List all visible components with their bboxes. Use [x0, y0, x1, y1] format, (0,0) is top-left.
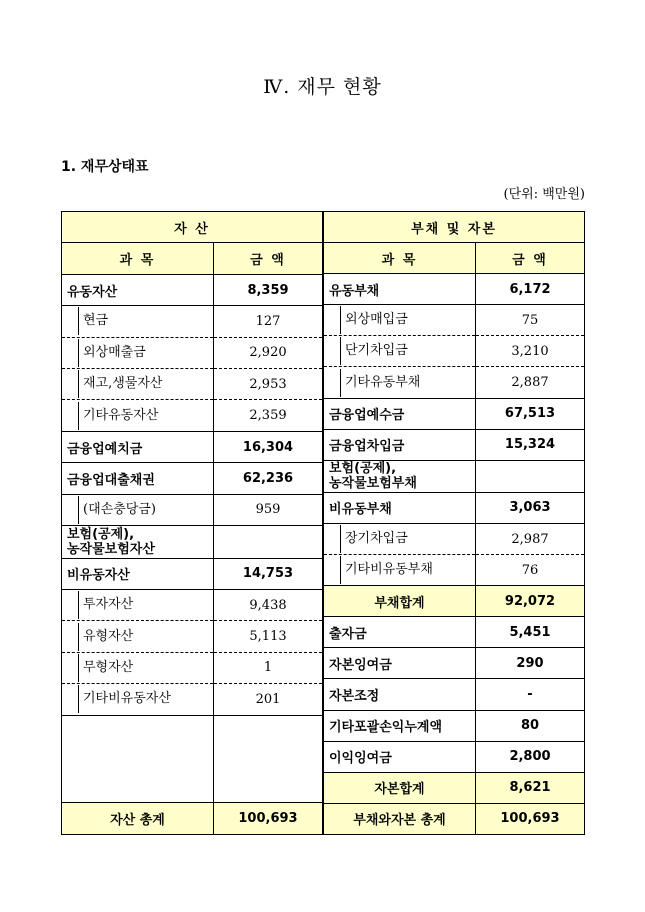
table-row — [62, 306, 323, 337]
row-amount: 76 — [476, 555, 585, 586]
table-row — [324, 274, 585, 305]
table-row — [324, 586, 585, 617]
row-item-text: 투자자산 — [78, 591, 213, 619]
column-header-item: 과 목 — [62, 243, 214, 274]
row-amount: 2,953 — [214, 369, 323, 400]
row-amount: - — [476, 679, 585, 710]
table-row — [324, 617, 585, 648]
row-item-text: 현금 — [78, 307, 213, 335]
row-item-label: 자본조정 — [324, 679, 476, 710]
row-amount: 959 — [214, 494, 323, 525]
row-item-text: 외상매입금 — [340, 306, 475, 334]
row-item-label: 비유동부채 — [324, 492, 476, 523]
page-title: Ⅳ. 재무 현황 — [263, 76, 382, 98]
table-row — [62, 589, 323, 620]
row-item-text: 기타유동자산 — [78, 402, 213, 430]
row-item-text: 유형자산 — [78, 623, 213, 651]
table-row — [324, 305, 585, 336]
assets-total-amount: 100,693 — [214, 803, 323, 835]
column-header-amount: 금 액 — [214, 243, 323, 274]
row-amount: 67,513 — [476, 398, 585, 429]
table-row — [324, 679, 585, 710]
table-row — [324, 772, 585, 803]
row-item-text: 기타비유동부채 — [340, 556, 475, 584]
row-amount: 2,987 — [476, 523, 585, 554]
table-row — [62, 558, 323, 589]
row-amount: 201 — [214, 684, 323, 715]
row-item-label — [62, 684, 214, 715]
table-row — [324, 492, 585, 523]
row-item-label — [62, 494, 214, 525]
table-row — [62, 526, 323, 558]
row-item-text: 무형자산 — [78, 654, 213, 682]
table-row — [324, 460, 585, 492]
table-row — [62, 652, 323, 683]
row-amount: 75 — [476, 305, 585, 336]
empty-cell — [62, 715, 214, 803]
row-amount: 127 — [214, 306, 323, 337]
table-row — [324, 555, 585, 586]
row-item-label: 금융업차입금 — [324, 429, 476, 460]
row-item-text: 기타비유동자산 — [78, 685, 213, 713]
row-item-label — [62, 400, 214, 431]
row-amount — [214, 526, 323, 558]
row-item-label — [62, 337, 214, 368]
row-item-label: 자본합계 — [324, 772, 476, 803]
liabilities-total-label: 부채와자본 총계 — [324, 803, 476, 834]
row-item-label — [62, 621, 214, 652]
row-item-line1: 보험(공제), — [329, 461, 397, 477]
row-amount: 8,359 — [214, 274, 323, 305]
table-row — [62, 684, 323, 715]
liabilities-total-amount: 100,693 — [476, 803, 585, 834]
row-item-label: 유동부채 — [324, 274, 476, 305]
table-row — [62, 369, 323, 400]
row-amount: 14,753 — [214, 558, 323, 589]
unit-label: (단위: 백만원) — [503, 187, 585, 202]
table-row — [324, 336, 585, 367]
row-amount: 80 — [476, 710, 585, 741]
table-row — [324, 710, 585, 741]
row-item-label — [62, 526, 214, 558]
row-item-label — [324, 367, 476, 398]
row-item-label — [62, 652, 214, 683]
table-row — [62, 400, 323, 431]
row-amount: 2,920 — [214, 337, 323, 368]
table-row — [324, 429, 585, 460]
row-item-label — [324, 305, 476, 336]
row-item-label: 기타포괄손익누계액 — [324, 710, 476, 741]
row-amount: 8,621 — [476, 772, 585, 803]
row-amount: 5,113 — [214, 621, 323, 652]
row-item-line1: 보험(공제), — [67, 526, 135, 542]
row-amount: 2,800 — [476, 741, 585, 772]
liabilities-header: 부채 및 자본 — [324, 212, 585, 243]
row-item-line2: 농작물보험부채 — [329, 476, 417, 492]
row-item-text: 단기차입금 — [340, 337, 475, 365]
table-row — [62, 274, 323, 305]
row-amount — [476, 460, 585, 492]
table-row — [62, 337, 323, 368]
row-amount: 9,438 — [214, 589, 323, 620]
row-item-text: 재고,생물자산 — [78, 370, 213, 398]
table-row — [324, 648, 585, 679]
row-item-text: 외상매출금 — [78, 339, 213, 367]
row-item-label — [324, 523, 476, 554]
row-amount: 3,063 — [476, 492, 585, 523]
row-item-label: 이익잉여금 — [324, 741, 476, 772]
table-row — [324, 398, 585, 429]
row-item-label — [324, 336, 476, 367]
row-item-label — [62, 369, 214, 400]
row-amount: 62,236 — [214, 463, 323, 494]
row-item-label: 비유동자산 — [62, 558, 214, 589]
row-item-label: 출자금 — [324, 617, 476, 648]
row-item-label — [62, 306, 214, 337]
liabilities-equity-table — [323, 211, 585, 835]
row-item-label — [324, 555, 476, 586]
row-amount: 16,304 — [214, 431, 323, 462]
column-header-item: 과 목 — [324, 243, 476, 274]
table-row — [324, 523, 585, 554]
row-item-label: 유동자산 — [62, 274, 214, 305]
row-item-label: 금융업예치금 — [62, 431, 214, 462]
table-row — [62, 621, 323, 652]
row-amount: 3,210 — [476, 336, 585, 367]
row-item-text: 장기차입금 — [340, 525, 475, 553]
assets-header: 자 산 — [62, 212, 323, 243]
column-header-amount: 금 액 — [476, 243, 585, 274]
row-item-label: 자본잉여금 — [324, 648, 476, 679]
empty-cell — [214, 715, 323, 803]
row-item-text: 기타유동부채 — [340, 369, 475, 397]
row-item-label: 금융업대출채권 — [62, 463, 214, 494]
table-row — [62, 463, 323, 494]
table-row — [62, 431, 323, 462]
row-item-label — [62, 589, 214, 620]
table-row — [324, 741, 585, 772]
row-amount: 290 — [476, 648, 585, 679]
section-heading: 1. 재무상태표 — [61, 159, 149, 175]
row-item-label — [324, 460, 476, 492]
row-amount: 5,451 — [476, 617, 585, 648]
row-item-label: 부채합계 — [324, 586, 476, 617]
row-amount: 15,324 — [476, 429, 585, 460]
row-amount: 2,359 — [214, 400, 323, 431]
row-amount: 6,172 — [476, 274, 585, 305]
row-amount: 2,887 — [476, 367, 585, 398]
row-item-text: (대손충당금) — [78, 496, 213, 524]
row-amount: 92,072 — [476, 586, 585, 617]
assets-table — [61, 211, 323, 835]
row-item-label: 금융업예수금 — [324, 398, 476, 429]
table-row — [62, 494, 323, 525]
row-item-line2: 농작물보험자산 — [67, 541, 155, 557]
row-amount: 1 — [214, 652, 323, 683]
table-row — [324, 367, 585, 398]
assets-total-label: 자산 총계 — [62, 803, 214, 835]
